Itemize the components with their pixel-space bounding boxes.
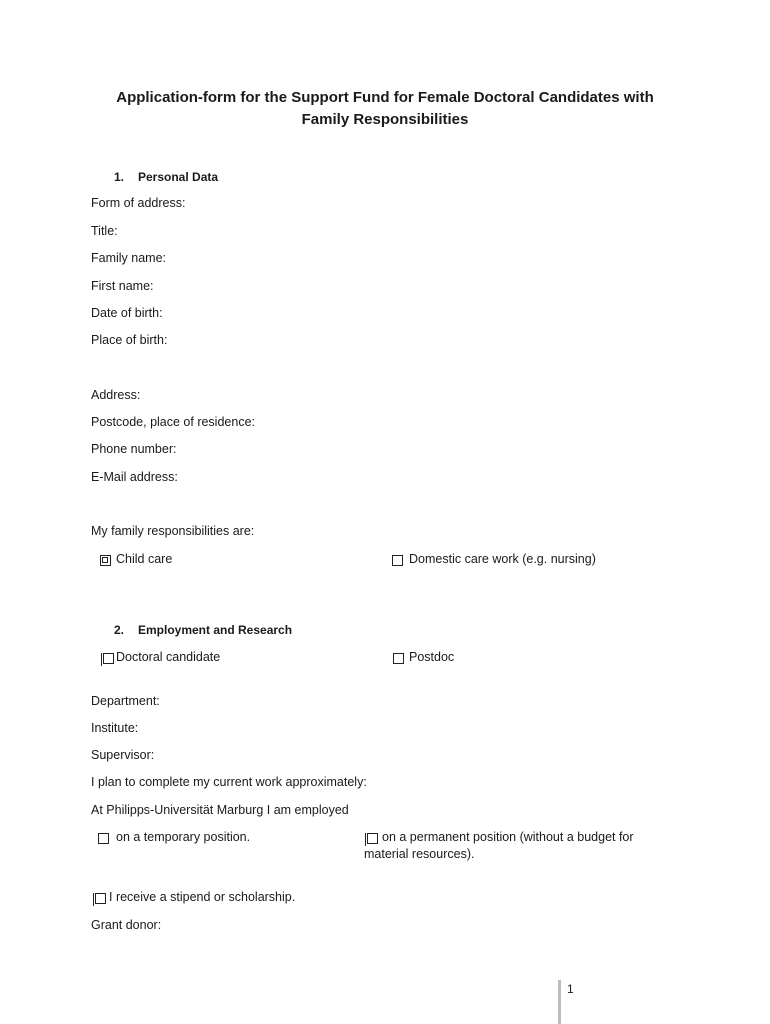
section-2-heading — [114, 623, 292, 637]
permanent-position-label-line-2: material resources). — [364, 847, 475, 861]
field-place-of-birth: Place of birth: — [91, 333, 168, 347]
title-line-2: Family Responsibilities — [301, 111, 469, 128]
field-first-name: First name: — [91, 279, 154, 293]
section-2-number: 2. — [114, 623, 125, 637]
stipend-label: I receive a stipend or scholarship. — [109, 890, 296, 904]
field-postcode: Postcode, place of residence: — [91, 415, 255, 429]
child-care-label: Child care — [116, 552, 173, 566]
domestic-care-checkbox[interactable] — [392, 555, 403, 566]
section-1-number: 1. — [114, 170, 125, 184]
field-family-name: Family name: — [91, 251, 167, 265]
field-address: Address: — [91, 388, 141, 402]
field-institute: Institute: — [91, 721, 139, 735]
field-form-of-address: Form of address: — [91, 196, 186, 210]
temporary-position-label: on a temporary position. — [116, 830, 251, 844]
doctoral-candidate-label: Doctoral candidate — [116, 650, 221, 664]
permanent-position-checkbox[interactable] — [367, 833, 378, 844]
field-department: Department: — [91, 694, 160, 708]
field-email: E-Mail address: — [91, 470, 178, 484]
section-1-title: Personal Data — [138, 170, 219, 184]
footer-divider — [558, 980, 561, 1024]
temporary-position-checkbox[interactable] — [98, 833, 109, 844]
family-responsibilities-prompt: My family responsibilities are: — [91, 524, 255, 538]
field-phone: Phone number: — [91, 442, 177, 456]
field-date-of-birth: Date of birth: — [91, 306, 163, 320]
field-grant-donor: Grant donor: — [91, 918, 162, 932]
section-2-title: Employment and Research — [138, 623, 293, 637]
field-employment: At Philipps-Universität Marburg I am employed — [91, 803, 349, 817]
postdoc-checkbox[interactable] — [393, 653, 404, 664]
field-completion-plan: I plan to complete my current work approximately: — [91, 775, 367, 789]
doctoral-candidate-checkbox[interactable] — [103, 653, 114, 664]
stipend-checkbox[interactable] — [95, 893, 106, 904]
domestic-care-label: Domestic care work (e.g. nursing) — [409, 552, 596, 566]
permanent-position-label: on a permanent position (without a budget for — [382, 830, 634, 844]
field-title: Title: — [91, 224, 118, 238]
title-line-1: Application-form for the Support Fund for Female Doctoral Candidates with — [116, 89, 654, 106]
page-number: 1 — [567, 982, 574, 996]
child-care-checkbox[interactable] — [100, 555, 111, 566]
section-1-heading — [114, 170, 218, 184]
postdoc-label: Postdoc — [409, 650, 455, 664]
field-supervisor: Supervisor: — [91, 748, 155, 762]
